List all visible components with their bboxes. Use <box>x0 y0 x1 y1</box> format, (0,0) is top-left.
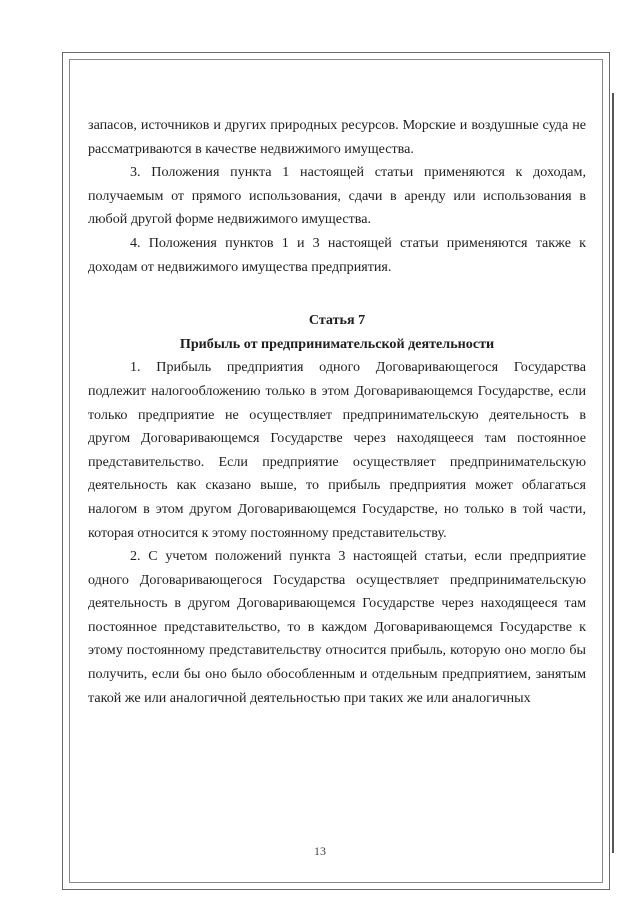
article-paragraph-1: 1. Прибыль предприятия одного Договаривающегося Государства подлежит налогообложению только в этом Договаривающемся Государстве, если только предприятие не осуществляет предпринимательскую деятельность в другом Договаривающемся Государстве через находящееся там постоянное представительство. Если предприятие осуществляет предпринимательскую деятельность как сказано выше, то прибыль предприятия может облагаться налогом в этом другом Договаривающемся Государстве, но только в той части, которая относится к этому постоянному представительству. <box>88 359 586 541</box>
article-number: Статья 7 <box>308 312 366 329</box>
section-gap <box>88 279 586 309</box>
paragraph-item-3: 3. Положения пункта 1 настоящей статьи применяются к доходам, получаемым от прямого использования, сдачи в аренду или использования в любой другой форме недвижимого имущества. <box>88 164 586 228</box>
article-title: Прибыль от предпринимательской деятельности <box>179 335 495 352</box>
page-number: 13 <box>314 844 326 858</box>
document-body <box>88 114 586 710</box>
paragraph-item-4: 4. Положения пунктов 1 и 3 настоящей статьи применяются также к доходам от недвижимого имущества предприятия. <box>88 234 586 275</box>
article-paragraph-2: 2. С учетом положений пункта 3 настоящей статьи, если предприятие одного Договаривающегося Государства осуществляет предпринимательскую деятельность в другом Договаривающемся Государстве через находящееся там постоянное представительство, то в каждом Договаривающемся Государстве к этому постоянному представительству относится прибыль, которую оно могло бы получить, если бы оно было обособленным и отдельным предприятием, занятым такой же или аналогичной деятельностью при таких же или аналогичных <box>88 548 586 706</box>
paragraph-continuation: запасов, источников и других природных ресурсов. Морские и воздушные суда не рассматриваются в качестве недвижимого имущества. <box>88 117 586 157</box>
